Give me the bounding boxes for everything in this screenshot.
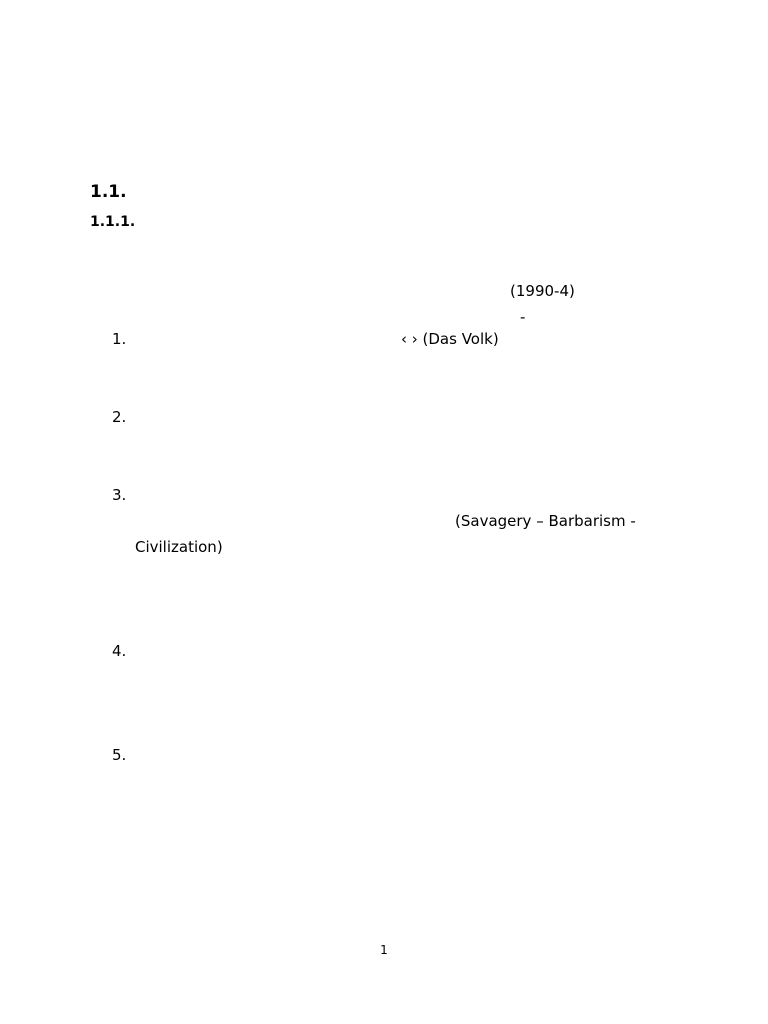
list-item-line — [135, 612, 682, 638]
list-item — [112, 638, 682, 742]
list-item — [112, 742, 682, 820]
list-item-number: 2. — [112, 408, 127, 426]
list-item-number: 4. — [112, 642, 127, 660]
subsection-number: 1.1.1. — [90, 214, 136, 230]
list-item-line — [135, 560, 682, 586]
intro-paragraph — [90, 252, 680, 330]
numbered-list — [112, 326, 682, 820]
list-item-line: ‹ › (Das Volk) — [401, 330, 499, 348]
paragraph-line: (1990‑4) — [510, 282, 575, 300]
list-item-number: 5. — [112, 746, 127, 764]
paragraph-line: - — [520, 308, 526, 326]
page-number: 1 — [380, 943, 388, 957]
list-item-line — [135, 742, 682, 768]
list-item-line — [135, 352, 682, 378]
list-item-line — [135, 768, 682, 794]
list-item-line — [135, 794, 682, 820]
list-item-line — [135, 456, 682, 482]
list-item-line — [135, 482, 682, 508]
section-number: 1.1. — [90, 182, 127, 202]
list-item — [112, 482, 682, 638]
list-item-number: 3. — [112, 486, 127, 504]
list-item-line — [135, 690, 682, 716]
list-item — [112, 326, 682, 404]
chapter-heading — [0, 134, 768, 164]
list-item-number: 1. — [112, 330, 127, 348]
list-item-line — [135, 378, 682, 404]
list-item-line — [135, 404, 682, 430]
paragraph-line — [90, 252, 680, 278]
list-item — [112, 404, 682, 482]
list-item-line: (Savagery – Barbarism - — [455, 512, 636, 530]
list-item-line — [135, 716, 682, 742]
list-item-line: Civilization) — [135, 538, 223, 556]
list-item-line — [135, 430, 682, 456]
list-item-line — [135, 586, 682, 612]
list-item-line — [135, 664, 682, 690]
section-heading — [90, 182, 127, 202]
subsection-heading — [90, 214, 135, 230]
list-item-line — [135, 638, 682, 664]
